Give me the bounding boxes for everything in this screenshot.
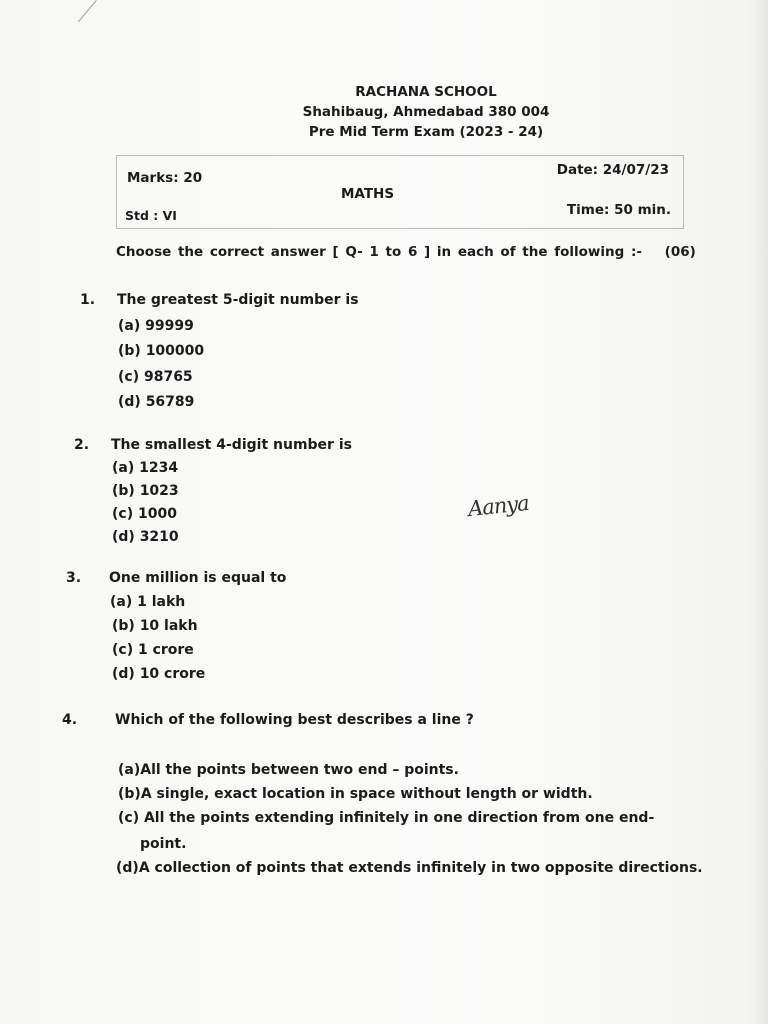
question-number: 1. bbox=[80, 292, 96, 308]
option-b: (b) 100000 bbox=[118, 343, 205, 359]
option-d: (d) 3210 bbox=[112, 529, 179, 545]
question-text: One million is equal to bbox=[109, 570, 287, 586]
time-label: Time: 50 min. bbox=[566, 202, 671, 218]
option-b: (b)A single, exact location in space without length or width. bbox=[118, 786, 593, 802]
subject-label: MATHS bbox=[341, 186, 395, 202]
option-c-continued: point. bbox=[140, 836, 187, 852]
school-header bbox=[0, 82, 768, 142]
std-label: Std : VI bbox=[125, 208, 177, 223]
school-name: RACHANA SCHOOL bbox=[355, 84, 497, 100]
paper-crease bbox=[748, 0, 768, 1024]
school-address: Shahibaug, Ahmedabad 380 004 bbox=[302, 104, 550, 120]
marks-label: Marks: 20 bbox=[127, 170, 203, 186]
question-text: Which of the following best describes a line ? bbox=[115, 712, 474, 728]
exam-title: Pre Mid Term Exam (2023 - 24) bbox=[308, 124, 544, 140]
question-text: The smallest 4-digit number is bbox=[111, 437, 352, 453]
option-a: (a)All the points between two end – points. bbox=[118, 762, 459, 778]
option-b: (b) 1023 bbox=[112, 483, 179, 499]
question-number: 2. bbox=[74, 437, 90, 453]
option-c: (c) 1 crore bbox=[112, 642, 194, 658]
option-b: (b) 10 lakh bbox=[112, 618, 198, 634]
instruction-marks: (06) bbox=[664, 244, 696, 260]
option-d: (d) 10 crore bbox=[112, 666, 206, 682]
instruction-text: Choose the correct answer [ Q- 1 to 6 ] in each of the following :- bbox=[116, 244, 642, 260]
question-number: 4. bbox=[62, 712, 78, 728]
instruction-line bbox=[116, 244, 696, 260]
handwritten-signature: Aanya bbox=[466, 490, 530, 522]
option-a: (a) 99999 bbox=[118, 318, 194, 334]
option-c: (c) 98765 bbox=[118, 369, 193, 385]
option-d: (d) 56789 bbox=[118, 394, 195, 410]
option-c: (c) 1000 bbox=[112, 506, 177, 522]
exam-info-box bbox=[116, 155, 684, 229]
date-label: Date: 24/07/23 bbox=[556, 162, 669, 178]
question-number: 3. bbox=[66, 570, 82, 586]
option-c: (c) All the points extending infinitely in one direction from one end- bbox=[118, 810, 655, 826]
option-a: (a) 1234 bbox=[112, 460, 179, 476]
option-a: (a) 1 lakh bbox=[110, 594, 186, 610]
question-text: The greatest 5-digit number is bbox=[117, 292, 359, 308]
option-d: (d)A collection of points that extends infinitely in two opposite directions. bbox=[116, 860, 703, 876]
